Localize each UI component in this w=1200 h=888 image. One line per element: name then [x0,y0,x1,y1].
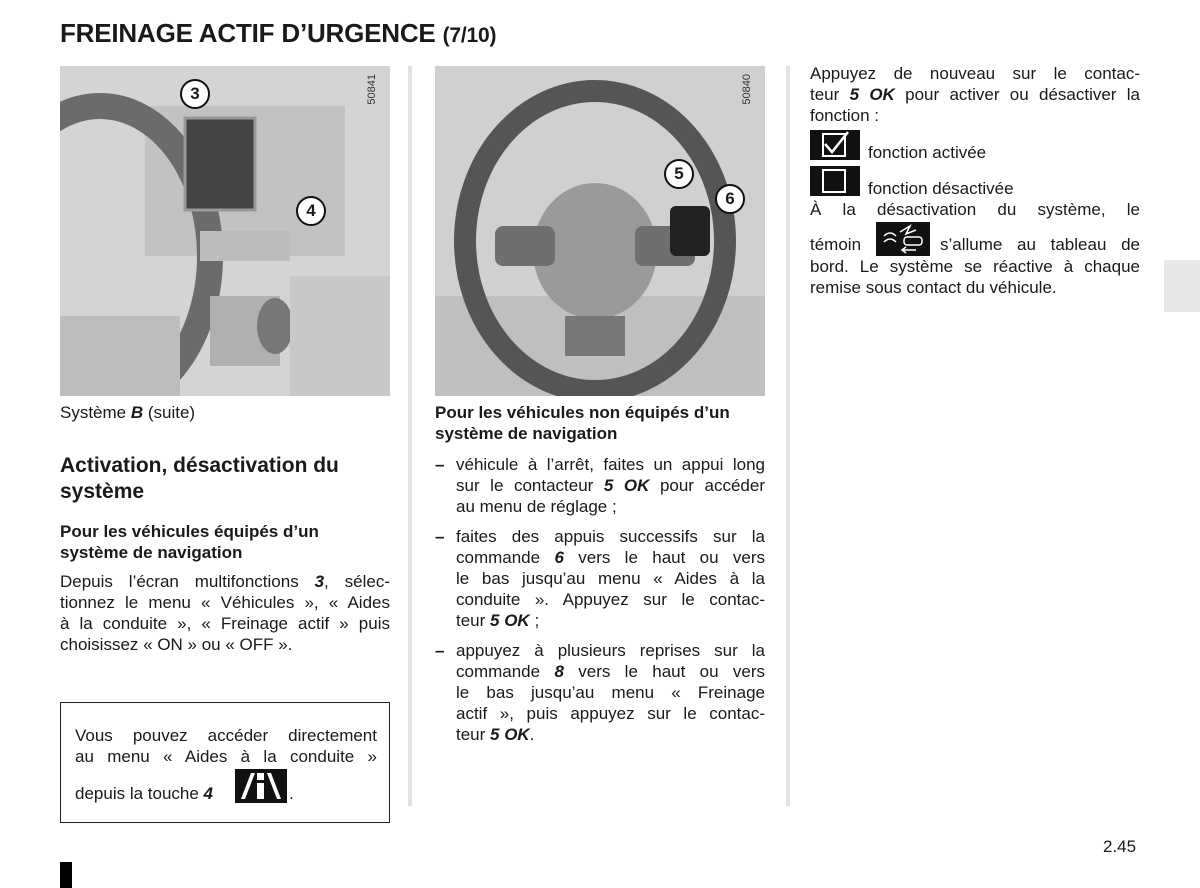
text-line: remise sous contact du véhicule. [810,278,1057,297]
info-box-text [75,725,377,767]
text-line: teur 5 OK pour activer ou désactiver la [810,85,1140,104]
text-line: s’allume au tableau de [940,235,1140,254]
caption-system-letter: B [130,403,144,422]
page-number: 2.45 [1103,837,1137,856]
warning-light-icon [876,222,930,256]
subheading-line: Pour les véhicules non équipés d’un [435,403,730,422]
function-off-label: fonction désactivée [868,179,1014,198]
steering-wheel-illustration [435,66,765,396]
list-item: – véhicule à l’arrêt, faites un appui long sur le contacteur 5 OK pour accéder au menu de réglage ; [435,455,765,516]
figure-ref: 50840 [741,74,753,105]
page-title-text: FREINAGE ACTIF D’URGENCE [60,18,436,48]
text-line: Depuis l’écran multifonctions 3, sélec- [60,572,390,591]
section-heading [60,453,339,505]
text-line: choisissez « ON » ou « OFF ». [60,635,293,654]
heading-line: système [60,480,145,503]
subheading-line: système de navigation [60,543,243,562]
function-on-label: fonction activée [868,143,987,162]
caption-text: Système [60,403,131,422]
text-line: depuis la touche 4 [75,784,214,803]
callout-4: 4 [296,196,326,226]
text-line: à la conduite », « Freinage actif » puis [60,614,390,633]
text-line: À la désactivation du système, le [810,200,1140,219]
dashboard-figure [60,66,390,396]
checkbox-checked-icon [810,130,860,160]
page-title-part: (7/10) [442,24,497,47]
text-line: au menu « Aides à la conduite » [75,747,377,766]
text-line: . [289,784,294,803]
checkbox-empty-icon [810,166,860,196]
section-tab [1164,260,1200,312]
text-line: témoin [810,235,862,254]
text-line: bord. Le système se réactive à chaque [810,257,1140,276]
dashboard-illustration [60,66,390,396]
column-separator [786,66,790,806]
callout-6: 6 [715,184,745,214]
heading-line: Activation, désactivation du [60,454,339,477]
text-line: tionnez le menu « Véhicules », « Aides [60,593,390,612]
callout-3: 3 [180,79,210,109]
column-separator [408,66,412,806]
page-title [60,18,496,49]
text-line: Vous pouvez accéder directement [75,726,377,745]
nav-instructions [60,571,390,655]
subheading-with-nav [60,521,319,563]
text-line: Appuyez de nouveau sur le contac- [810,64,1140,83]
driving-aids-key-icon [235,769,287,803]
reactivation-note [810,256,1140,298]
steps-list [435,454,765,745]
toggle-instructions [810,63,1140,126]
info-box [60,702,390,823]
steering-wheel-figure [435,66,765,396]
subheading-line: système de navigation [435,424,618,443]
list-item: – appuyez à plusieurs reprises sur la commande 8 vers le haut ou vers le bas jusqu’au menu « Freinage actif », puis appuyez sur le contac- teur 5 OK. [435,641,766,744]
figure-caption [60,402,195,423]
callout-5: 5 [664,159,694,189]
list-item: – faites des appuis successifs sur la commande 6 vers le haut ou vers le bas jusqu’au menu « Aides à la conduite ». Appuyez sur le contac- teur 5 OK ; [435,527,766,630]
text-line: fonction : [810,106,879,125]
subheading-line: Pour les véhicules équipés d’un [60,522,319,541]
caption-suffix: (suite) [143,403,196,422]
subheading-without-nav [435,402,730,444]
page-marker [60,862,72,888]
figure-ref: 50841 [366,74,378,105]
